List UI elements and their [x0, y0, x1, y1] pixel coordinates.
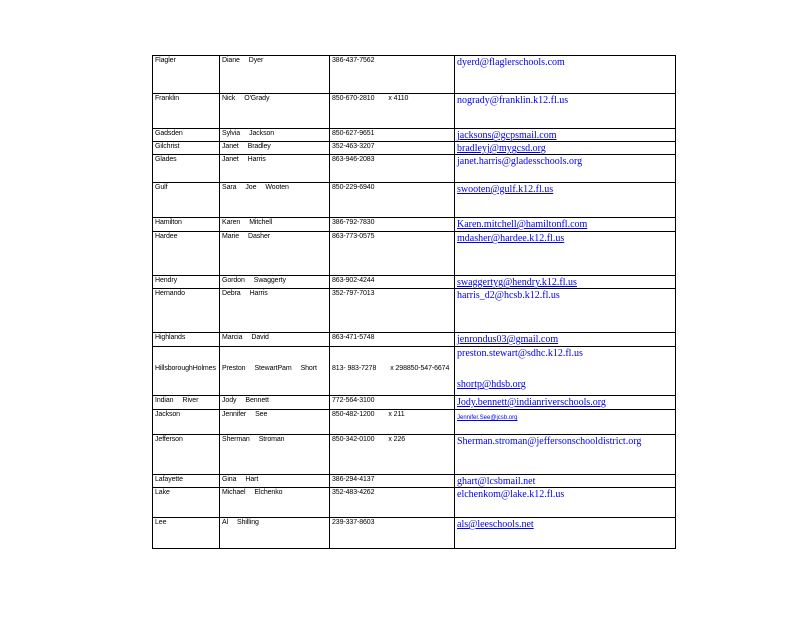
name-cell: Debra Harris	[220, 289, 330, 333]
email-cell	[455, 396, 676, 410]
email-link[interactable]: Karen.mitchell@hamiltonfl.com	[457, 219, 588, 230]
table-row	[153, 333, 676, 347]
phone-cell: 772-564-3100	[330, 396, 455, 410]
county-cell: Gilchrist	[153, 142, 220, 155]
county-cell: Flagler	[153, 56, 220, 94]
table-row	[153, 56, 676, 94]
email-link[interactable]: janet.harris@gladesschools.org	[457, 156, 583, 167]
name-cell: Al Shilling	[220, 518, 330, 549]
email-link[interactable]: Sherman.stroman@jeffersonschooldistrict.org	[457, 436, 642, 447]
email-cell	[455, 410, 676, 435]
email-link[interactable]: Jennifer.See@jcsb.org	[457, 415, 518, 421]
email-link[interactable]: preston.stewart@sdhc.k12.fl.us	[457, 348, 583, 359]
name-cell: Jody Bennett	[220, 396, 330, 410]
county-cell: Gulf	[153, 183, 220, 218]
phone-cell: 863-471-5748	[330, 333, 455, 347]
phone-cell: 352-483-4262	[330, 488, 455, 518]
name-cell: Diane Dyer	[220, 56, 330, 94]
name-cell: Preston StewartPam Short	[220, 347, 330, 396]
email-cell	[455, 347, 676, 396]
table-row	[153, 142, 676, 155]
email-cell	[455, 289, 676, 333]
name-cell: Sara Joe Wooten	[220, 183, 330, 218]
name-cell: Sherman Stroman	[220, 435, 330, 475]
email-link[interactable]: jacksons@gcpsmail.com	[457, 130, 557, 141]
phone-cell: 850-627-9651	[330, 129, 455, 142]
email-cell	[455, 232, 676, 276]
name-cell: Marie Dasher	[220, 232, 330, 276]
email-link[interactable]: dyerd@flaglerschools.com	[457, 57, 565, 68]
phone-cell: 386-437-7562	[330, 56, 455, 94]
email-link[interactable]: bradleyj@mygcsd.org	[457, 143, 546, 154]
table-row	[153, 276, 676, 289]
table-row	[153, 488, 676, 518]
county-cell: Lafayette	[153, 475, 220, 488]
email-link[interactable]: jenrondus03@gmail.com	[457, 334, 559, 345]
email-cell	[455, 183, 676, 218]
county-cell: Franklin	[153, 94, 220, 129]
name-cell: Janet Harris	[220, 155, 330, 183]
table-row	[153, 94, 676, 129]
email-cell	[455, 56, 676, 94]
county-cell: Indian River	[153, 396, 220, 410]
table-row	[153, 232, 676, 276]
table-row	[153, 218, 676, 232]
phone-cell: 386-792-7830	[330, 218, 455, 232]
name-cell: Gina Hart	[220, 475, 330, 488]
phone-cell: 850-229-6940	[330, 183, 455, 218]
table-row	[153, 183, 676, 218]
county-cell: Highlands	[153, 333, 220, 347]
name-cell: Michael Elchenko	[220, 488, 330, 518]
name-cell: Marcia David	[220, 333, 330, 347]
phone-cell: 850-670-2810 x 4110	[330, 94, 455, 129]
county-cell: Hardee	[153, 232, 220, 276]
name-cell: Sylvia Jackson	[220, 129, 330, 142]
table-row	[153, 518, 676, 549]
county-cell: Hamilton	[153, 218, 220, 232]
email-cell	[455, 518, 676, 549]
county-cell: Lake	[153, 488, 220, 518]
table-row	[153, 289, 676, 333]
phone-cell: 386-294-4137	[330, 475, 455, 488]
table-row	[153, 475, 676, 488]
county-cell: Jackson	[153, 410, 220, 435]
county-cell: Lee	[153, 518, 220, 549]
email-link[interactable]: Jody.bennett@indianriverschools.org	[457, 397, 606, 408]
email-link[interactable]: ghart@lcsbmail.net	[457, 476, 536, 487]
email-cell	[455, 488, 676, 518]
county-cell: Hernando	[153, 289, 220, 333]
email-link[interactable]: als@leeschools.net	[457, 519, 534, 530]
county-cell: Jefferson	[153, 435, 220, 475]
phone-cell: 863-946-2083	[330, 155, 455, 183]
email-link[interactable]: swaggertyg@hendry.k12.fl.us	[457, 277, 577, 288]
email-link[interactable]: mdasher@hardee.k12.fl.us	[457, 233, 565, 244]
email-cell	[455, 155, 676, 183]
name-cell: Nick O'Grady	[220, 94, 330, 129]
contacts-table	[152, 55, 676, 549]
email-cell	[455, 435, 676, 475]
email-link[interactable]: elchenkom@lake.k12.fl.us	[457, 489, 565, 500]
phone-cell: 863-902-4244	[330, 276, 455, 289]
phone-cell: 239-337-8603	[330, 518, 455, 549]
email-cell	[455, 218, 676, 232]
phone-cell: 813- 983-7278 x 298850-547-6674	[330, 347, 455, 396]
email-link[interactable]: swooten@gulf.k12.fl.us	[457, 184, 554, 195]
table-row	[153, 396, 676, 410]
phone-cell: 850-342-0100 x 226	[330, 435, 455, 475]
email-link[interactable]: nogrady@franklin.k12.fl.us	[457, 95, 569, 106]
phone-cell: 863-773-0575	[330, 232, 455, 276]
name-cell: Karen Mitchell	[220, 218, 330, 232]
email-cell	[455, 276, 676, 289]
phone-cell: 352-463-3207	[330, 142, 455, 155]
email-link[interactable]: shortp@hdsb.org	[457, 379, 526, 390]
email-cell	[455, 94, 676, 129]
email-cell	[455, 129, 676, 142]
table-row	[153, 410, 676, 435]
email-link[interactable]: harris_d2@hcsb.k12.fl.us	[457, 290, 560, 301]
county-cell: Hendry	[153, 276, 220, 289]
table-row	[153, 129, 676, 142]
email-cell	[455, 142, 676, 155]
table-row	[153, 435, 676, 475]
county-cell: Glades	[153, 155, 220, 183]
phone-cell: 352-797-7013	[330, 289, 455, 333]
table-row	[153, 347, 676, 396]
table-row	[153, 155, 676, 183]
name-cell: Gordon Swaggerty	[220, 276, 330, 289]
phone-cell: 850-482-1200 x 211	[330, 410, 455, 435]
county-cell: Gadsden	[153, 129, 220, 142]
name-cell: Janet Bradley	[220, 142, 330, 155]
email-cell	[455, 333, 676, 347]
name-cell: Jennifer See	[220, 410, 330, 435]
county-cell: HillsboroughHolmes	[153, 347, 220, 396]
email-cell	[455, 475, 676, 488]
